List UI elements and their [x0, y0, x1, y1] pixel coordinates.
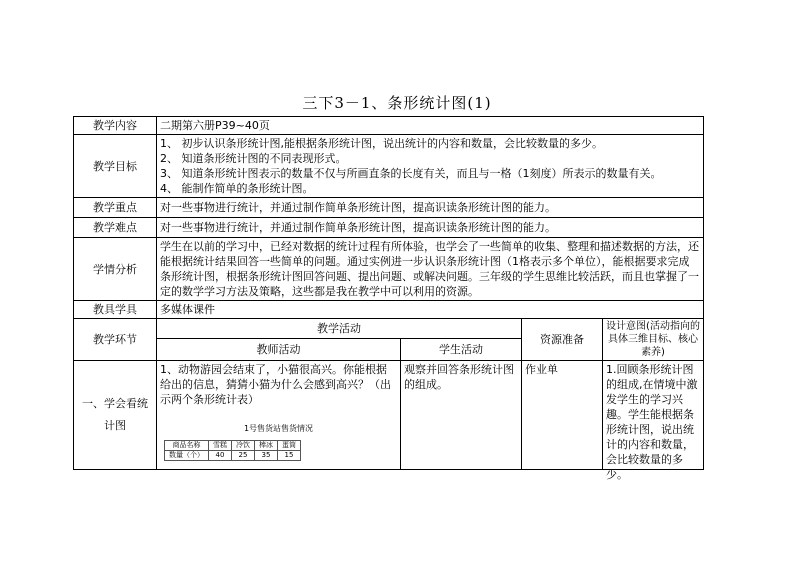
goal-item: 2、 知道条形统计图的不同表现形式。 — [160, 152, 347, 165]
header-design: 设计意图(活动指向的具体三维目标、核心素养) — [603, 319, 704, 361]
label-difficulty: 教学难点 — [74, 218, 157, 238]
value-content: 二期第六册P39~40页 — [157, 117, 704, 135]
goal-item: 4、 能制作简单的条形统计图。 — [160, 182, 314, 195]
mini-table-title: 1号售货站售货情况 — [243, 424, 314, 433]
label-content: 教学内容 — [74, 117, 157, 135]
header-teacher: 教师活动 — [157, 339, 401, 361]
row-content — [74, 117, 704, 135]
goal-item: 3、 知道条形统计图表示的数量不仅与所画直条的长度有关，而且与一格（1刻度）所表示的数量有关。 — [160, 167, 662, 180]
mini-data-cell: 数量（个） — [165, 451, 209, 461]
student-activity — [401, 361, 522, 470]
header-resource: 资源准备 — [522, 319, 603, 361]
resource-prep — [522, 361, 603, 470]
header-student: 学生活动 — [401, 339, 522, 361]
sales-mini-table — [164, 440, 301, 461]
label-tools: 教具学具 — [74, 301, 157, 319]
mini-data-cell: 25 — [232, 451, 255, 461]
mini-header-cell: 冷饮 — [232, 441, 255, 451]
value-tools: 多媒体课件 — [157, 301, 704, 319]
header-step: 教学环节 — [74, 319, 157, 361]
value-goals — [157, 135, 704, 198]
row-analysis — [74, 238, 704, 301]
row-difficulty — [74, 218, 704, 238]
row-step-1 — [74, 361, 704, 470]
mini-data-cell: 35 — [255, 451, 278, 461]
label-step-1: 一、学会看统计图 — [74, 361, 157, 470]
page-title: 三下3－1、条形统计图(1) — [302, 94, 492, 112]
row-key-point — [74, 198, 704, 218]
mini-data-cell: 15 — [278, 451, 301, 461]
row-tools — [74, 301, 704, 319]
mini-header-cell: 商品名称 — [165, 441, 209, 451]
student-activity-text: 观察并回答条形统计图的组成。 — [404, 363, 514, 391]
value-analysis: 学生在以前的学习中，已经对数据的统计过程有所体验，也学会了一些简单的收集、整理和描述数据的方法，还能根据统计结果回答一些简单的问题。通过实例进一步认识条形统计图（1格表示多个单位），能根据要求完成条形统计图，根据条形统计图回答问题、提出问题、或解决问题。三年级的学生思维比较活跃，而且也掌握了一定的数学学习方法及策略，这些都是我在教学中可以利用的资源。 — [157, 238, 704, 301]
design-intent-text: 1.回顾条形统计图的组成,在情境中激发学生的学习兴趣。学生能根据条形统计图，说出统计的内容和数量，会比较数量的多少。 — [606, 363, 698, 481]
row-goals — [74, 135, 704, 198]
value-key-point: 对一些事物进行统计，并通过制作简单条形统计图，提高识读条形统计图的能力。 — [157, 198, 704, 218]
row-header-1 — [74, 319, 704, 339]
resource-prep-text: 作业单 — [525, 363, 558, 376]
lesson-plan-table — [73, 116, 704, 481]
label-key-point: 教学重点 — [74, 198, 157, 218]
goal-item: 1、 初步认识条形统计图,能根据条形统计图，说出统计的内容和数量，会比较数量的多少。 — [160, 137, 603, 150]
mini-header-cell: 雪糕 — [209, 441, 232, 451]
value-difficulty: 对一些事物进行统计，并通过制作简单条形统计图，提高识读条形统计图的能力。 — [157, 218, 704, 238]
label-analysis: 学情分析 — [74, 238, 157, 301]
design-intent — [603, 361, 704, 481]
label-goals: 教学目标 — [74, 135, 157, 198]
mini-header-cell: 蛋筒 — [278, 441, 301, 451]
mini-data-cell: 40 — [209, 451, 232, 461]
header-activity: 教学活动 — [157, 319, 522, 339]
mini-header-cell: 棒冰 — [255, 441, 278, 451]
teacher-activity — [157, 361, 401, 470]
teacher-activity-text: 1、动物游园会结束了，小猫很高兴。你能根据给出的信息，猜猜小猫为什么会感到高兴？（出示两个条形统计表） — [160, 363, 391, 406]
